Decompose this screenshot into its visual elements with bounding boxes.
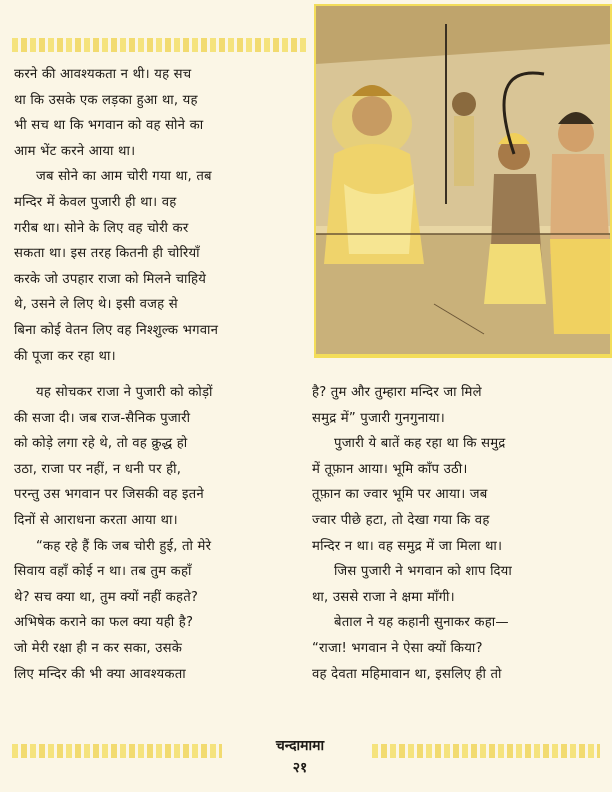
text-line: की सजा दी। जब राज-सैनिक पुजारी <box>14 410 191 426</box>
text-line: वह देवता महिमावान था, इसलिए ही तो <box>312 666 502 682</box>
text-line: करके जो उपहार राजा को मिलने चाहिये <box>14 271 207 287</box>
text-line: को कोड़े लगा रहे थे, तो वह क्रुद्ध हो <box>14 436 188 452</box>
text-line: मन्दिर में केवल पुजारी ही था। वह <box>14 194 177 210</box>
text-line: सकता था। इस तरह कितनी ही चोरियाँ <box>14 246 200 262</box>
text-line: “कह रहे हैं कि जब चोरी हुई, तो मेरे <box>36 538 212 554</box>
text-line: सिवाय वहाँ कोई न था। तब तुम कहाँ <box>14 564 192 580</box>
text-column-left-bottom <box>14 380 304 687</box>
text-line: तूफ़ान का ज्वार भूमि पर आया। जब <box>312 487 488 503</box>
text-line: भी सच था कि भगवान को वह सोने का <box>14 118 204 134</box>
text-line: जब सोने का आम चोरी गया था, तब <box>36 169 212 185</box>
text-line: करने की आवश्यकता न थी। यह सच <box>14 67 192 82</box>
text-line: गरीब था। सोने के लिए वह चोरी कर <box>14 220 189 236</box>
decorative-border-bottom-left <box>12 744 222 758</box>
text-line: में तूफ़ान आया। भूमि काँप उठी। <box>312 461 468 477</box>
decorative-border-top <box>12 38 308 52</box>
text-line: है? तुम और तुम्हारा मन्दिर जा मिले <box>312 385 482 400</box>
illustration-art <box>314 4 612 358</box>
text-line: थे? सच क्या था, तुम क्यों नहीं कहते? <box>14 589 199 605</box>
story-illustration <box>314 4 612 358</box>
text-line: बिना कोई वेतन लिए वह निश्शुल्क भगवान <box>14 322 219 338</box>
text-line: आम भेंट करने आया था। <box>14 143 136 159</box>
text-line: की पूजा कर रहा था। <box>14 348 116 364</box>
text-line: उठा, राजा पर नहीं, न धनी पर ही, <box>14 461 182 477</box>
text-column-left-top <box>14 62 304 369</box>
text-column-right <box>312 380 602 687</box>
text-line: लिए मन्दिर की भी क्या आवश्यकता <box>14 666 186 682</box>
text-line: जिस पुजारी ने भगवान को शाप दिया <box>334 564 512 580</box>
text-line: पुजारी ये बातें कह रहा था कि समुद्र <box>334 436 506 452</box>
text-line: यह सोचकर राजा ने पुजारी को कोड़ों <box>36 385 213 400</box>
text-line: थे, उसने ले लिए थे। इसी वजह से <box>14 297 178 313</box>
magazine-title: चन्दामामा <box>275 738 325 754</box>
text-line: था कि उसके एक लड़का हुआ था, यह <box>14 92 198 108</box>
text-line: अभिषेक कराने का फल क्या यही है? <box>14 615 194 631</box>
text-line: दिनों से आराधना करता आया था। <box>14 512 178 528</box>
text-line: परन्तु उस भगवान पर जिसकी वह इतने <box>14 487 204 503</box>
text-line: ज्वार पीछे हटा, तो देखा गया कि वह <box>312 512 490 528</box>
text-line: समुद्र में” पुजारी गुनगुनाया। <box>312 410 445 426</box>
text-line: जो मेरी रक्षा ही न कर सका, उसके <box>14 640 183 656</box>
text-line: “राजा! भगवान ने ऐसा क्यों किया? <box>312 640 483 656</box>
text-line: मन्दिर न था। वह समुद्र में जा मिला था। <box>312 538 503 554</box>
text-line: था, उससे राजा ने क्षमा माँगी। <box>312 589 455 605</box>
decorative-border-bottom-right <box>372 744 600 758</box>
page-number: २१ <box>292 760 308 776</box>
text-line: बेताल ने यह कहानी सुनाकर कहा— <box>334 615 509 631</box>
